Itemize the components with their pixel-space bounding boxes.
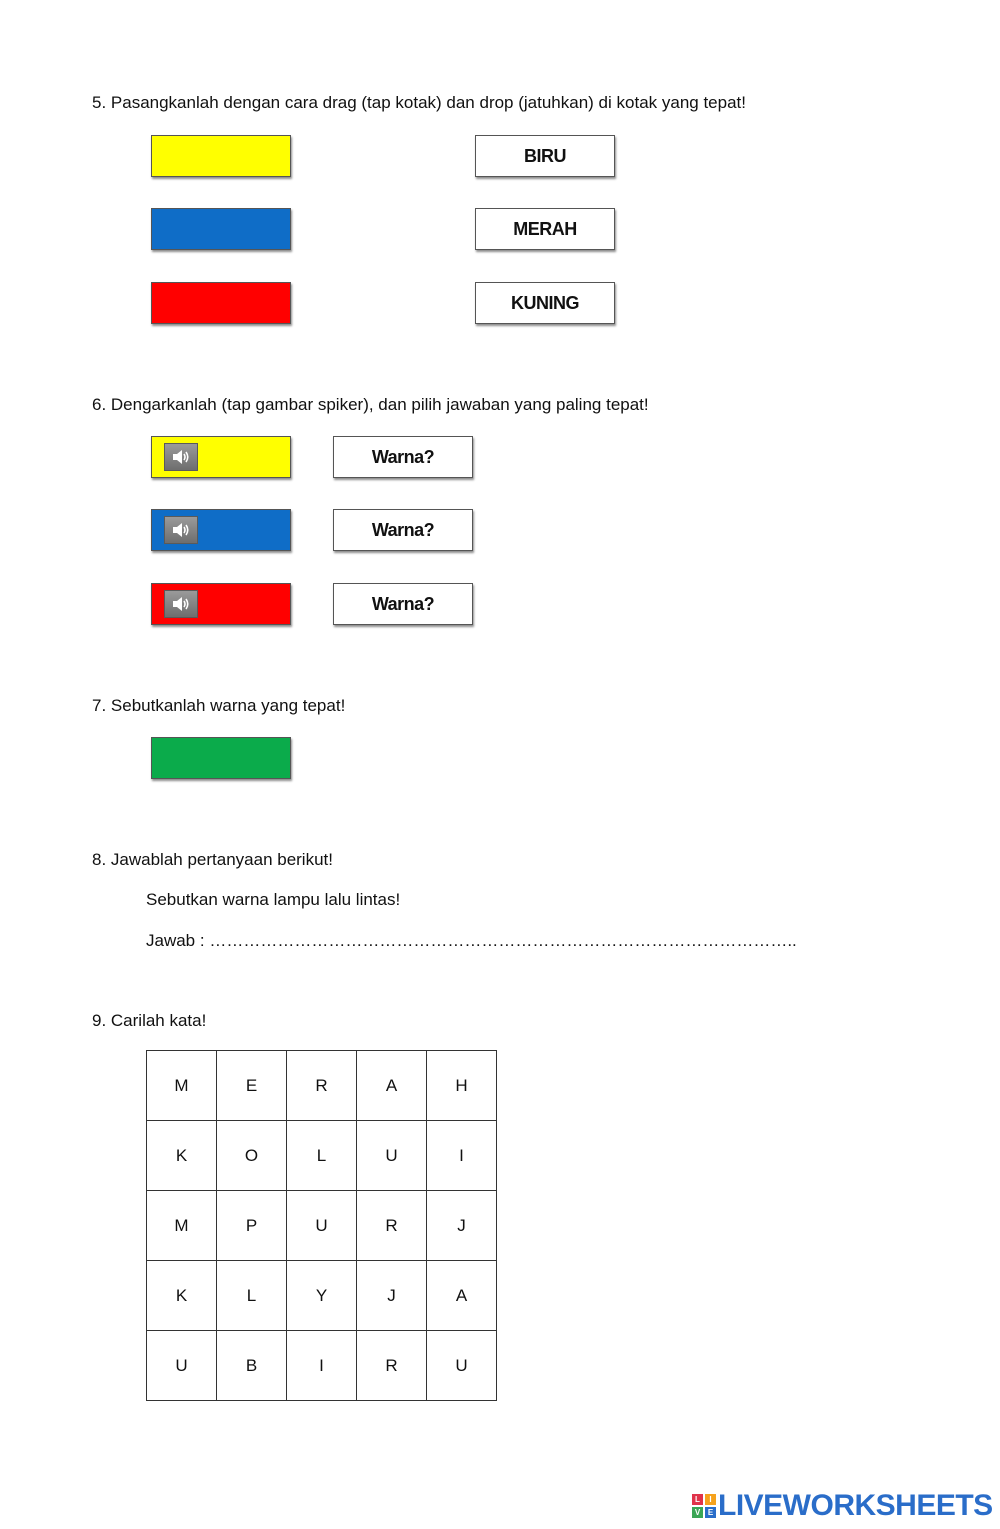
grid-cell[interactable]: E bbox=[217, 1051, 287, 1121]
grid-cell[interactable]: U bbox=[427, 1331, 497, 1401]
q6-red-box bbox=[151, 583, 291, 625]
grid-row bbox=[147, 1191, 497, 1261]
q5-yellow-box[interactable] bbox=[151, 135, 291, 177]
grid-cell[interactable]: R bbox=[287, 1051, 357, 1121]
question-7-instruction: 7. Sebutkanlah warna yang tepat! bbox=[92, 696, 346, 715]
liveworksheets-logo-text: LIVEWORKSHEETS bbox=[718, 1489, 993, 1522]
q8-question-text: Sebutkan warna lampu lalu lintas! bbox=[146, 890, 401, 909]
q8-answer-label: Jawab : bbox=[146, 931, 205, 950]
q5-drop-target-biru[interactable]: BIRU bbox=[475, 135, 615, 177]
grid-cell[interactable]: M bbox=[147, 1051, 217, 1121]
grid-cell[interactable]: K bbox=[147, 1121, 217, 1191]
q8-answer-input[interactable]: ………………………………………………………………………………………….. bbox=[209, 931, 797, 950]
grid-cell[interactable]: Y bbox=[287, 1261, 357, 1331]
grid-cell[interactable]: L bbox=[217, 1261, 287, 1331]
liveworksheets-logo bbox=[692, 1489, 993, 1523]
grid-cell[interactable]: A bbox=[427, 1261, 497, 1331]
grid-row bbox=[147, 1331, 497, 1401]
grid-cell[interactable]: U bbox=[147, 1331, 217, 1401]
grid-cell[interactable]: L bbox=[287, 1121, 357, 1191]
grid-cell[interactable]: U bbox=[357, 1121, 427, 1191]
question-6-instruction: 6. Dengarkanlah (tap gambar spiker), dan pilih jawaban yang paling tepat! bbox=[92, 395, 649, 414]
q8-answer-line bbox=[146, 931, 797, 951]
question-9-instruction: 9. Carilah kata! bbox=[92, 1011, 207, 1030]
q5-blue-box[interactable] bbox=[151, 208, 291, 250]
grid-cell[interactable]: I bbox=[287, 1331, 357, 1401]
question-8-instruction: 8. Jawablah pertanyaan berikut! bbox=[92, 850, 333, 869]
q5-drop-target-kuning[interactable]: KUNING bbox=[475, 282, 615, 324]
grid-row bbox=[147, 1121, 497, 1191]
q7-green-box bbox=[151, 737, 291, 779]
grid-cell[interactable]: H bbox=[427, 1051, 497, 1121]
q6-blue-box bbox=[151, 509, 291, 551]
liveworksheets-logo-icon: L I V E bbox=[692, 1494, 716, 1518]
q5-drop-target-merah[interactable]: MERAH bbox=[475, 208, 615, 250]
grid-cell[interactable]: I bbox=[427, 1121, 497, 1191]
q6-answer-select-3[interactable]: Warna? bbox=[333, 583, 473, 625]
speaker-icon[interactable] bbox=[164, 443, 198, 471]
q5-red-box[interactable] bbox=[151, 282, 291, 324]
grid-cell[interactable]: M bbox=[147, 1191, 217, 1261]
grid-cell[interactable]: J bbox=[427, 1191, 497, 1261]
grid-row bbox=[147, 1051, 497, 1121]
grid-cell[interactable]: R bbox=[357, 1191, 427, 1261]
grid-row bbox=[147, 1261, 497, 1331]
grid-cell[interactable]: A bbox=[357, 1051, 427, 1121]
word-search-grid bbox=[146, 1050, 497, 1401]
q6-yellow-box bbox=[151, 436, 291, 478]
speaker-icon[interactable] bbox=[164, 590, 198, 618]
grid-cell[interactable]: P bbox=[217, 1191, 287, 1261]
grid-cell[interactable]: O bbox=[217, 1121, 287, 1191]
q6-answer-select-1[interactable]: Warna? bbox=[333, 436, 473, 478]
grid-cell[interactable]: U bbox=[287, 1191, 357, 1261]
question-5-instruction: 5. Pasangkanlah dengan cara drag (tap kotak) dan drop (jatuhkan) di kotak yang tepat! bbox=[92, 93, 746, 112]
grid-cell[interactable]: K bbox=[147, 1261, 217, 1331]
grid-cell[interactable]: R bbox=[357, 1331, 427, 1401]
speaker-icon[interactable] bbox=[164, 516, 198, 544]
grid-cell[interactable]: B bbox=[217, 1331, 287, 1401]
grid-cell[interactable]: J bbox=[357, 1261, 427, 1331]
q6-answer-select-2[interactable]: Warna? bbox=[333, 509, 473, 551]
